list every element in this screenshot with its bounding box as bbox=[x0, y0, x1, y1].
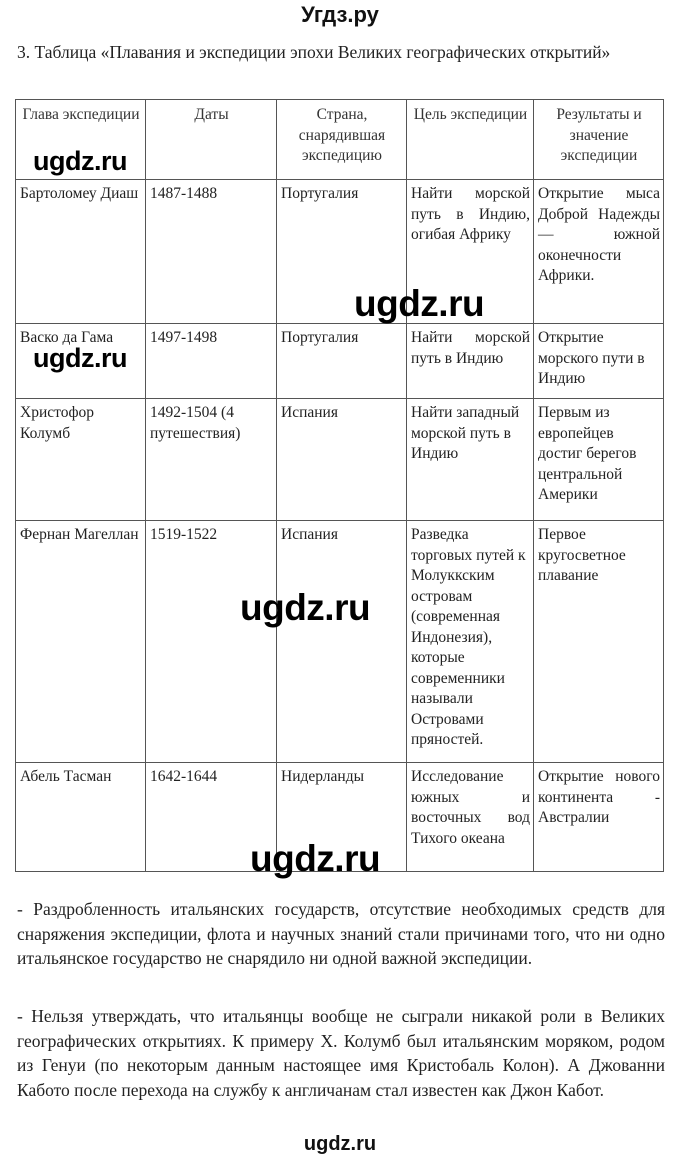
cell-dates: 1492-1504 (4 путешествия) bbox=[146, 399, 277, 521]
cell-result: Первым из европейцев достиг берегов центральной Америки bbox=[534, 399, 664, 521]
cell-result: Открытие морского пути в Индию bbox=[534, 324, 664, 399]
watermark: ugdz.ru bbox=[240, 587, 371, 628]
watermark: ugdz.ru bbox=[250, 838, 381, 879]
cell-country: Испания bbox=[277, 399, 407, 521]
table-row bbox=[16, 399, 664, 521]
cell-dates: 1497-1498 bbox=[146, 324, 277, 399]
site-title: Угдз.ру bbox=[301, 2, 379, 27]
paragraph-2: - Нельзя утверждать, что итальянцы вообще не сыграли никакой роли в Великих географических открытиях. К примеру Х. Колумб был итальянским моряком, родом из Генуи (по некоторым данным настоящее имя Кристобаль Колон). А Джованни Кабото после перехода на службу к англичанам стал известен как Джон Кабот. bbox=[17, 1006, 665, 1100]
cell-goal: Найти западный морской путь в Индию bbox=[407, 399, 534, 521]
footer-watermark: ugdz.ru bbox=[303, 1133, 377, 1155]
cell-result: Открытие нового континента - Австралии bbox=[534, 763, 664, 872]
cell-result: Первое кругосветное плавание bbox=[534, 521, 664, 763]
cell-leader: Абель Тасман bbox=[16, 763, 146, 872]
cell-country: Португалия bbox=[277, 324, 407, 399]
cell-country: Португалия bbox=[277, 180, 407, 324]
header-result: Результаты и значение экспедиции bbox=[534, 100, 664, 180]
cell-goal: Разведка торговых путей к Молуккским островам (современная Индонезия), которые современники называли Островами пряностей. bbox=[407, 521, 534, 763]
watermark: ugdz.ru bbox=[33, 146, 127, 176]
cell-leader: Васко да Гама bbox=[16, 324, 146, 399]
watermark: ugdz.ru bbox=[354, 283, 485, 324]
cell-dates: 1642-1644 bbox=[146, 763, 277, 872]
header-leader: Глава экспедиции bbox=[16, 100, 146, 180]
table-row bbox=[16, 180, 664, 324]
cell-dates: 1487-1488 bbox=[146, 180, 277, 324]
header-country: Страна, снарядившая экспедицию bbox=[277, 100, 407, 180]
cell-result: Открытие мыса Доброй Надежды — южной оконечности Африки. bbox=[534, 180, 664, 324]
task-intro: 3. Таблица «Плавания и экспедиции эпохи Великих географических открытий» bbox=[17, 42, 611, 62]
cell-goal: Найти морской путь в Индию bbox=[407, 324, 534, 399]
cell-dates: 1519-1522 bbox=[146, 521, 277, 763]
header-goal: Цель экспедиции bbox=[407, 100, 534, 180]
cell-leader: Фернан Магеллан bbox=[16, 521, 146, 763]
cell-goal: Найти морской путь в Индию, огибая Африку bbox=[407, 180, 534, 324]
watermark: ugdz.ru bbox=[33, 343, 127, 373]
cell-goal: Исследование южных и восточных вод Тихого океана bbox=[407, 763, 534, 872]
paragraph-1: - Раздробленность итальянских государств, отсутствие необходимых средств для снаряжения экспедиции, флота и научных знаний стали причинами того, что ни одно итальянское государство не снарядило ни одной важной экспедиции. bbox=[17, 899, 665, 968]
cell-leader: Бартоломеу Диаш bbox=[16, 180, 146, 324]
expeditions-table bbox=[15, 99, 664, 872]
table-row bbox=[16, 521, 664, 763]
cell-country: Испания bbox=[277, 521, 407, 763]
header-dates: Даты bbox=[146, 100, 277, 180]
cell-leader: Христофор Колумб bbox=[16, 399, 146, 521]
cell-country: Нидерланды bbox=[277, 763, 407, 872]
